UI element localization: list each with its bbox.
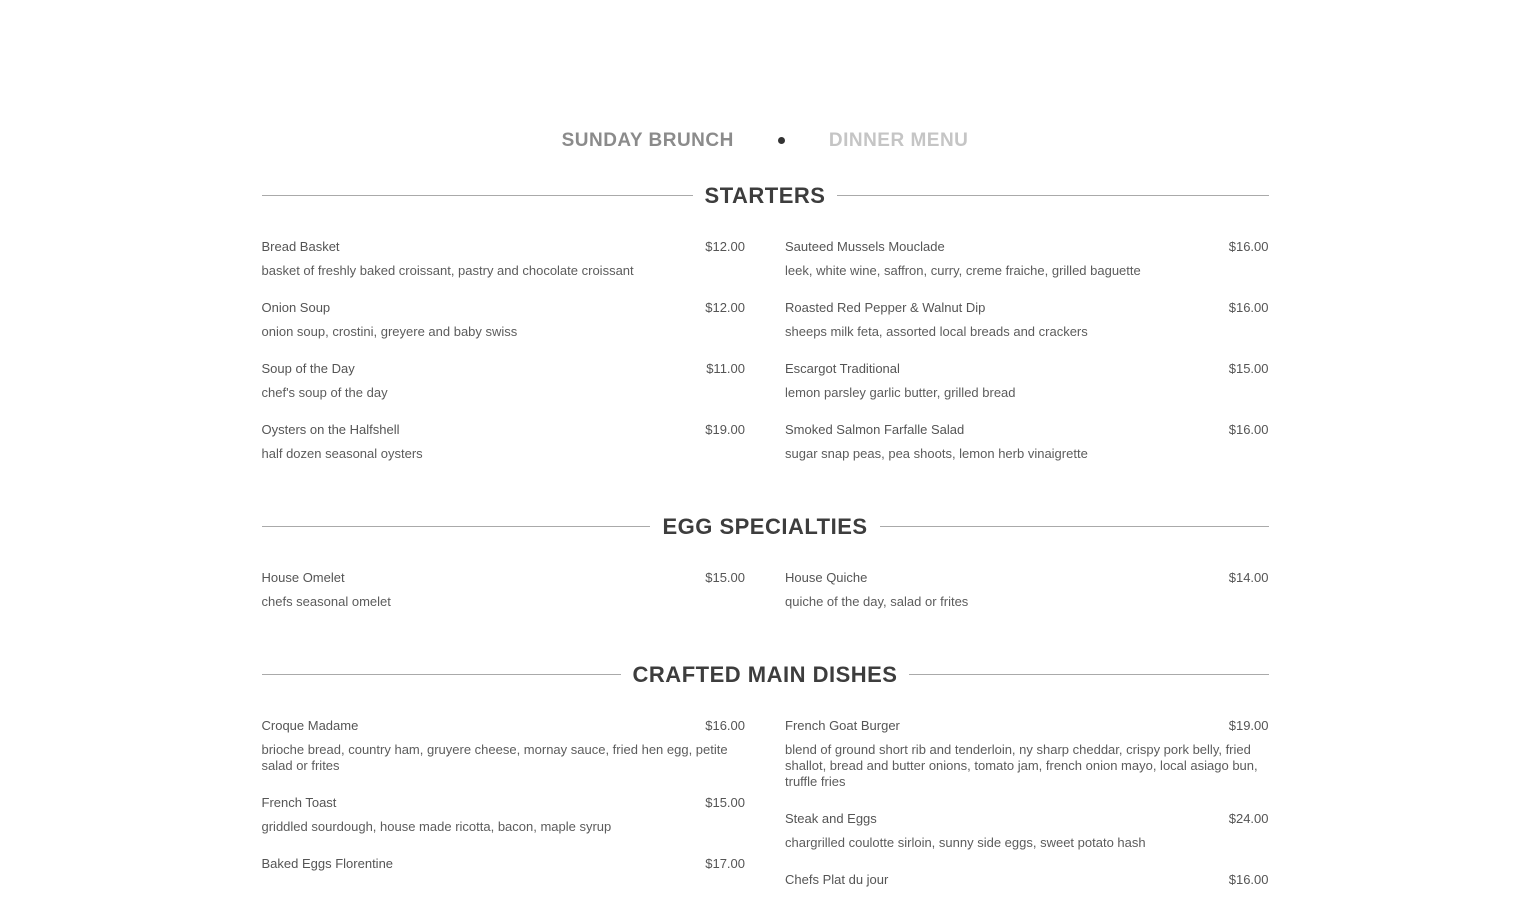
item-price: $16.00	[1228, 872, 1269, 887]
item-name: Baked Eggs Florentine	[261, 856, 394, 871]
menu-section	[262, 182, 1269, 483]
menu-item-header	[785, 422, 1269, 438]
section-columns	[262, 239, 1269, 483]
menu-item	[262, 570, 746, 610]
item-price: $12.00	[705, 239, 745, 254]
item-name: Onion Soup	[261, 300, 331, 315]
section-divider-line	[262, 195, 693, 196]
tab-separator-bullet-icon	[778, 137, 785, 144]
menu-item-header	[262, 856, 746, 872]
menu-item	[262, 361, 746, 401]
item-name: Oysters on the Halfshell	[261, 422, 400, 437]
item-price: $16.00	[1228, 239, 1269, 254]
section-divider-line	[262, 526, 651, 527]
menu-item	[785, 239, 1269, 279]
menu-item	[262, 718, 746, 774]
item-price: $14.00	[1228, 570, 1269, 585]
section-divider-line	[880, 526, 1269, 527]
menu-item	[785, 718, 1269, 790]
item-description: leek, white wine, saffron, curry, creme fraiche, grilled baguette	[785, 263, 1141, 278]
menu-page	[262, 0, 1269, 909]
item-price: $24.00	[1228, 811, 1269, 826]
menu-item	[262, 239, 746, 279]
section-heading	[262, 182, 1269, 209]
menu-section	[262, 661, 1269, 909]
section-columns	[262, 718, 1269, 909]
item-description: chargrilled coulotte sirloin, sunny side eggs, sweet potato hash	[785, 835, 1146, 850]
item-description: sheeps milk feta, assorted local breads and crackers	[785, 324, 1088, 339]
menu-item	[785, 361, 1269, 401]
menu-tabs	[262, 0, 1269, 152]
section-heading	[262, 513, 1269, 540]
menu-column	[785, 239, 1269, 483]
menu-item-header	[262, 361, 746, 377]
menu-item	[262, 795, 746, 835]
menu-item	[785, 872, 1269, 888]
menu-item-header	[785, 570, 1269, 586]
section-columns	[262, 570, 1269, 631]
item-name: Smoked Salmon Farfalle Salad	[785, 422, 965, 437]
menu-item-header	[785, 300, 1269, 316]
section-title: CRAFTED MAIN DISHES	[632, 662, 898, 687]
menu-item-header	[262, 570, 746, 586]
menu-sections	[262, 182, 1269, 909]
menu-item	[262, 300, 746, 340]
item-price: $19.00	[705, 422, 745, 437]
item-name: House Quiche	[785, 570, 868, 585]
item-price: $15.00	[1228, 361, 1269, 376]
menu-column	[262, 718, 746, 909]
item-name: French Toast	[261, 795, 337, 810]
menu-item-header	[785, 239, 1269, 255]
item-price: $11.00	[706, 361, 745, 376]
item-description: half dozen seasonal oysters	[261, 446, 423, 461]
menu-item	[785, 811, 1269, 851]
item-name: Steak and Eggs	[785, 811, 877, 826]
item-price: $12.00	[705, 300, 745, 315]
item-description: basket of freshly baked croissant, pastry and chocolate croissant	[261, 263, 634, 278]
item-name: Soup of the Day	[261, 361, 355, 376]
item-name: House Omelet	[261, 570, 345, 585]
item-name: Sauteed Mussels Mouclade	[785, 239, 945, 254]
menu-item	[785, 422, 1269, 462]
section-heading	[262, 661, 1269, 688]
menu-item-header	[262, 239, 746, 255]
section-title: STARTERS	[704, 183, 826, 208]
menu-item-header	[262, 795, 746, 811]
item-name: Bread Basket	[261, 239, 340, 254]
item-name: Croque Madame	[261, 718, 359, 733]
item-price: $15.00	[705, 795, 745, 810]
menu-item	[262, 856, 746, 872]
item-price: $16.00	[1228, 300, 1269, 315]
menu-item	[785, 300, 1269, 340]
item-price: $16.00	[705, 718, 745, 733]
menu-section	[262, 513, 1269, 631]
item-description: brioche bread, country ham, gruyere cheese, mornay sauce, fried hen egg, petite salad or frites	[261, 742, 728, 773]
tab-sunday-brunch[interactable]: SUNDAY BRUNCH	[561, 130, 734, 151]
menu-column	[785, 718, 1269, 909]
menu-item	[262, 422, 746, 462]
menu-item-header	[785, 718, 1269, 734]
item-description: onion soup, crostini, greyere and baby swiss	[261, 324, 518, 339]
menu-item-header	[785, 361, 1269, 377]
menu-item-header	[262, 300, 746, 316]
menu-column	[785, 570, 1269, 631]
item-description: griddled sourdough, house made ricotta, bacon, maple syrup	[261, 819, 612, 834]
section-divider-line	[262, 674, 621, 675]
item-name: Escargot Traditional	[785, 361, 900, 376]
section-divider-line	[837, 195, 1268, 196]
item-price: $17.00	[705, 856, 745, 871]
menu-item-header	[785, 811, 1269, 827]
tab-dinner-menu[interactable]: DINNER MENU	[828, 130, 969, 151]
item-description: blend of ground short rib and tenderloin, ny sharp cheddar, crispy pork belly, fried shallot, bread and butter onions, tomato jam, french onion mayo, local asiago bun, truffle fries	[785, 742, 1258, 789]
menu-column	[262, 570, 746, 631]
menu-item	[785, 570, 1269, 610]
menu-column	[262, 239, 746, 483]
item-description: chef's soup of the day	[261, 385, 388, 400]
item-price: $16.00	[1228, 422, 1269, 437]
item-name: Chefs Plat du jour	[785, 872, 889, 887]
item-name: Roasted Red Pepper & Walnut Dip	[785, 300, 986, 315]
item-description: quiche of the day, salad or frites	[785, 594, 969, 609]
section-title: EGG SPECIALTIES	[662, 514, 868, 539]
item-description: sugar snap peas, pea shoots, lemon herb vinaigrette	[785, 446, 1088, 461]
menu-item-header	[785, 872, 1269, 888]
section-divider-line	[909, 674, 1268, 675]
item-description: chefs seasonal omelet	[261, 594, 391, 609]
item-description: lemon parsley garlic butter, grilled bread	[785, 385, 1016, 400]
item-price: $19.00	[1228, 718, 1269, 733]
item-name: French Goat Burger	[785, 718, 900, 733]
menu-item-header	[262, 422, 746, 438]
item-price: $15.00	[705, 570, 745, 585]
menu-item-header	[262, 718, 746, 734]
